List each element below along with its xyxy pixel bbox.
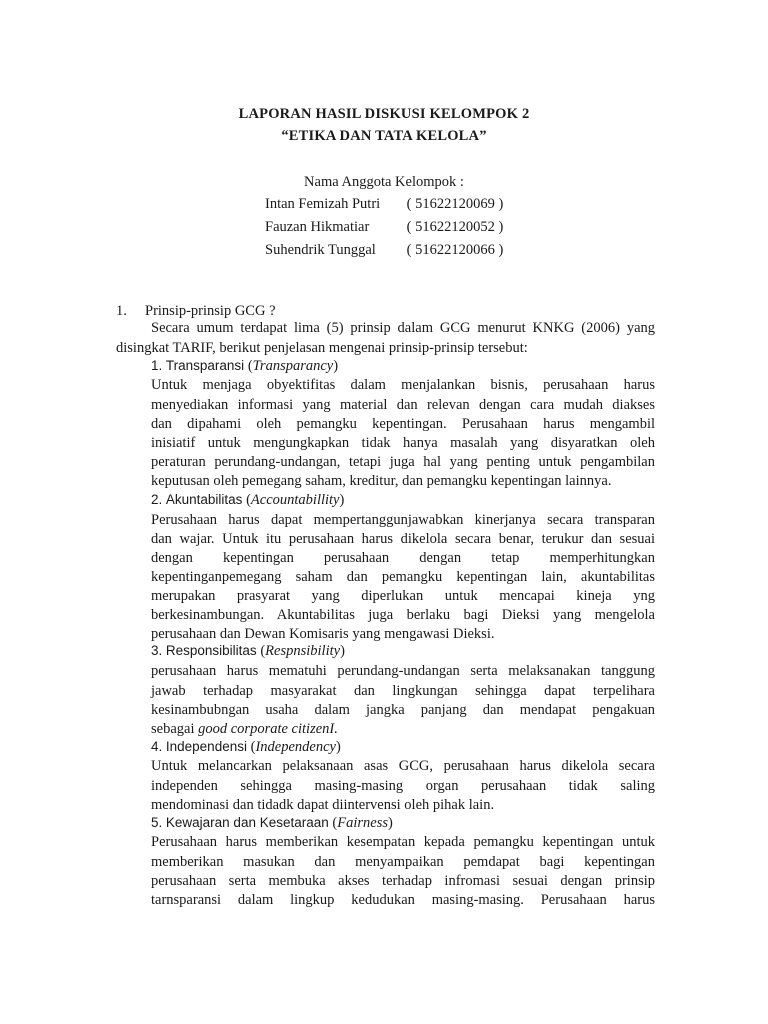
principle-label: Kewajaran dan Kesetaraan (165, 815, 329, 830)
paragraph-line (151, 721, 338, 738)
paragraph-text: sebagai (151, 721, 199, 737)
paragraph-line: kesinambubngan usaha dalam jangka panjang dan mendapat pengakuan (151, 702, 655, 718)
paragraph-line: mendominasi dan tidadk dapat diintervensi oleh pihak lain. (151, 797, 495, 813)
paragraph-line: keputusan oleh pemegang saham, kreditur, dan pemangku kepentingan lainnya. (151, 473, 612, 489)
paragraph-line: menyediakan informasi yang material dan relevan dengan cara mudah diakses (151, 397, 655, 413)
principle-label: Independensi (165, 739, 247, 754)
paragraph-line: perusahaan harus mematuhi perundang-undangan serta melaksanakan tanggung (151, 663, 655, 679)
members-heading: Nama Anggota Kelompok : (304, 174, 464, 190)
principle-number: 4. (151, 739, 163, 754)
principle-term: Independency (255, 739, 336, 755)
paragraph-line: memberikan masukan dan menyampaikan pemdapat bagi kepentingan (151, 854, 655, 870)
principle-number: 2. (151, 492, 163, 507)
member-row (265, 196, 503, 213)
principle-term: Transparancy (252, 358, 334, 374)
member-name: Fauzan Hikmatiar (265, 219, 370, 235)
paragraph-line: perusahaan dan Dewan Komisaris yang mengawasi Dieksi. (151, 626, 495, 642)
paragraph-line: merupakan prasyarat yang diperlukan untuk mencapai kineja yng (151, 588, 655, 604)
principle-heading: 2. Akuntabilitas (Accountabillity) (151, 492, 345, 508)
paragraph-line: Untuk menjaga obyektifitas dalam menjalankan bisnis, perusahaan harus (151, 377, 655, 393)
principle-heading: 4. Independensi (Independency) (151, 739, 341, 755)
principle-heading: 3. Responsibilitas (Respnsibility) (151, 643, 345, 659)
member-name: Intan Femizah Putri (265, 196, 381, 212)
paragraph-line: kepentinganpemegang saham dan pemangku kepentingan lain, akuntabilitas (151, 569, 655, 585)
question-number: 1. (116, 303, 127, 319)
paragraph-italic-text: good corporate citizenI. (198, 721, 338, 737)
paragraph-line: independen sehingga masing-masing organ perusahaan tidak saling (151, 778, 655, 794)
paragraph-line: jawab terhadap masyarakat dan lingkungan sehingga dapat terpelihara (151, 683, 655, 699)
report-subtitle: “ETIKA DAN TATA KELOLA” (281, 128, 487, 144)
intro-line: Secara umum terdapat lima (5) prinsip dalam GCG menurut KNKG (2006) yang (151, 320, 655, 336)
question-text: Prinsip-prinsip GCG ? (145, 303, 276, 319)
principle-label: Responsibilitas (165, 643, 257, 658)
member-id: ( 51622120069 ) (406, 196, 504, 212)
paragraph-line: dan dipahami oleh pemangku kepentingan. Perusahaan harus mengambil (151, 416, 655, 432)
principle-label: Akuntabilitas (165, 492, 243, 507)
principle-label: Transparansi (165, 358, 245, 373)
principle-term: Fairness (337, 815, 388, 831)
paragraph-line: dengan kepentingan perusahaan dengan tetap memperhitungkan (151, 550, 655, 566)
member-id: ( 51622120052 ) (406, 219, 504, 235)
paragraph-line: Untuk melancarkan pelaksanaan asas GCG, perusahaan harus dikelola secara (151, 758, 655, 774)
report-title: LAPORAN HASIL DISKUSI KELOMPOK 2 (238, 106, 530, 122)
paragraph-line: perusahaan serta membuka akses terhadap infromasi sesuai dengan prinsip (151, 873, 655, 889)
paragraph-line: inisiatif untuk mengungkapkan tidak hanya masalah yang disyaratkan oleh (151, 435, 655, 451)
principle-number: 5. (151, 815, 163, 830)
principle-number: 1. (151, 358, 163, 373)
principle-heading: 1. Transparansi (Transparancy) (151, 358, 339, 374)
paragraph-line: berkesinambungan. Akuntabilitas juga berlaku bagi Dieksi yang mengelola (151, 607, 655, 623)
paragraph-line: Perusahaan harus dapat mempertanggunjawabkan kinerjanya secara transparan (151, 512, 655, 528)
principle-heading: 5. Kewajaran dan Kesetaraan (Fairness) (151, 815, 393, 831)
paragraph-line: peraturan perundang-undangan, tetapi juga hal yang penting untuk pengambilan (151, 454, 655, 470)
member-id: ( 51622120066 ) (406, 242, 504, 258)
principle-number: 3. (151, 643, 163, 658)
paragraph-line: tarnsparansi dalam lingkup kedudukan masing-masing. Perusahaan harus (151, 892, 655, 908)
paragraph-line: dan wajar. Untuk itu perusahaan harus dikelola secara benar, terukur dan sesuai (151, 531, 655, 547)
paragraph-line: Perusahaan harus memberikan kesempatan kepada pemangku kepentingan untuk (151, 834, 655, 850)
member-name: Suhendrik Tunggal (265, 242, 376, 258)
principle-term: Respnsibility (265, 643, 341, 659)
intro-line: disingkat TARIF, berikut penjelasan mengenai prinsip-prinsip tersebut: (116, 340, 528, 356)
member-row (265, 219, 503, 236)
principle-term: Accountabillity (250, 492, 340, 508)
member-row (265, 242, 503, 259)
